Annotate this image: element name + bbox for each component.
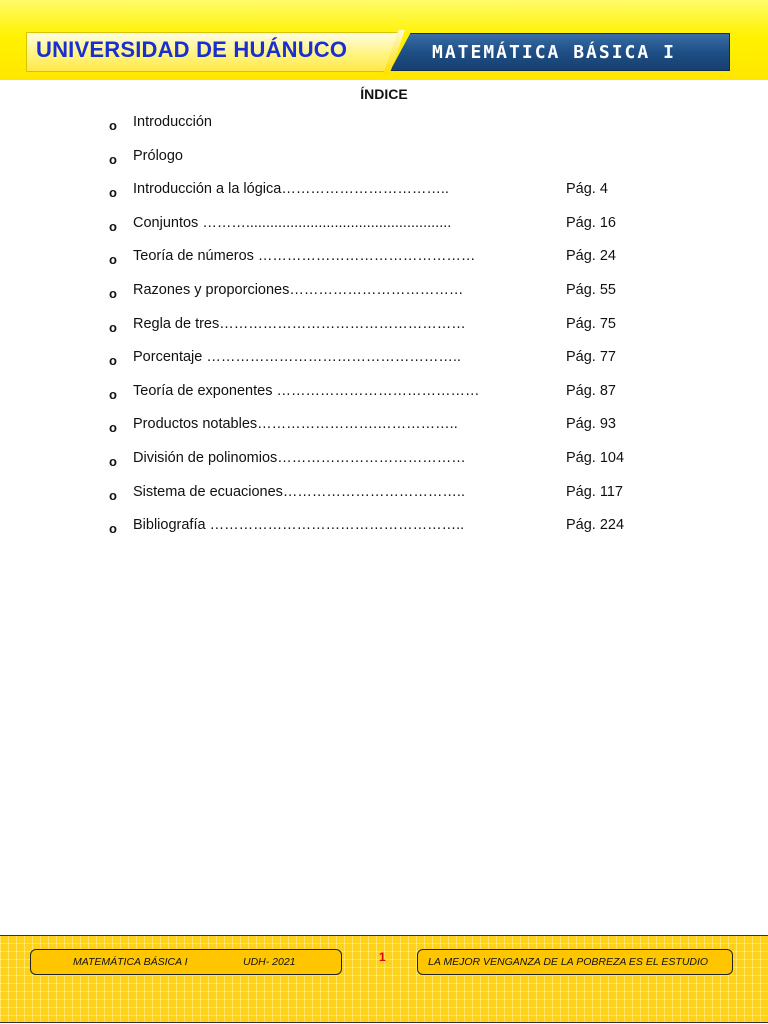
toc-page-number: Pág. 24: [566, 248, 616, 264]
toc-entry-text: Introducción a la lógica……………………………..: [133, 181, 449, 197]
page-header: [0, 0, 768, 80]
toc-item: [0, 484, 768, 506]
toc-item: [0, 215, 768, 237]
footer-code: UDH- 2021: [243, 956, 296, 968]
toc-page-number: Pág. 93: [566, 416, 616, 432]
toc-page-number: Pág. 55: [566, 282, 616, 298]
toc-entry-text: Razones y proporciones………………………………: [133, 282, 464, 298]
toc-page-number: Pág. 104: [566, 450, 625, 466]
toc-item: [0, 416, 768, 438]
page-number: 1: [379, 950, 386, 964]
toc-item: [0, 282, 768, 304]
toc-item: [0, 349, 768, 371]
footer-course: MATEMÁTICA BÁSICA I: [73, 956, 188, 968]
toc-entry-text: Teoría de números ………………………………………: [133, 248, 476, 264]
toc-item: [0, 181, 768, 203]
index-title: ÍNDICE: [360, 86, 408, 102]
bullet-icon: o: [109, 488, 117, 503]
toc-item: [0, 450, 768, 472]
toc-item: [0, 383, 768, 405]
bullet-icon: o: [109, 320, 117, 335]
toc-entry-text: Prólogo: [133, 148, 183, 164]
toc-entry-text: Porcentaje ……………………………………………..: [133, 349, 461, 365]
toc-item: [0, 148, 768, 170]
toc-item: [0, 316, 768, 338]
toc-page-number: Pág. 4: [566, 181, 608, 197]
bullet-icon: o: [109, 387, 117, 402]
bullet-icon: o: [109, 420, 117, 435]
bullet-icon: o: [109, 521, 117, 536]
page-footer: [0, 935, 768, 1023]
toc-entry-text: Teoría de exponentes ……………………………………: [133, 383, 480, 399]
footer-motto: LA MEJOR VENGANZA DE LA POBREZA ES EL ESTUDIO: [428, 956, 709, 968]
toc-page-number: Pág. 224: [566, 517, 625, 533]
bullet-icon: o: [109, 353, 117, 368]
toc-entry-text: Regla de tres……………………………………………: [133, 316, 466, 332]
footer-motto-box: [417, 949, 733, 975]
toc-page-number: Pág. 75: [566, 316, 616, 332]
bullet-icon: o: [109, 252, 117, 267]
bullet-icon: o: [109, 219, 117, 234]
toc-entry-text: Bibliografía ……………………………………………..: [133, 517, 465, 533]
bullet-icon: o: [109, 286, 117, 301]
toc-entry-text: Introducción: [133, 114, 212, 130]
bullet-icon: o: [109, 152, 117, 167]
toc-page-number: Pág. 16: [566, 215, 616, 231]
toc-page-number: Pág. 87: [566, 383, 616, 399]
toc-entry-text: Productos notables…………………….……………..: [133, 416, 458, 432]
toc-item: [0, 517, 768, 539]
bullet-icon: o: [109, 118, 117, 133]
university-name: UNIVERSIDAD DE HUÁNUCO: [36, 37, 348, 62]
toc-item: [0, 248, 768, 270]
toc-page-number: Pág. 77: [566, 349, 616, 365]
bullet-icon: o: [109, 454, 117, 469]
course-title: MATEMÁTICA BÁSICA I: [432, 42, 676, 63]
toc-entry-text: Conjuntos ………...................................................: [133, 215, 452, 231]
toc-page-number: Pág. 117: [566, 484, 623, 500]
toc-entry-text: División de polinomios…………………………………: [133, 450, 466, 466]
bullet-icon: o: [109, 185, 117, 200]
toc-item: [0, 114, 768, 136]
toc-entry-text: Sistema de ecuaciones………………………………..: [133, 484, 465, 500]
footer-course-box: [30, 949, 342, 975]
